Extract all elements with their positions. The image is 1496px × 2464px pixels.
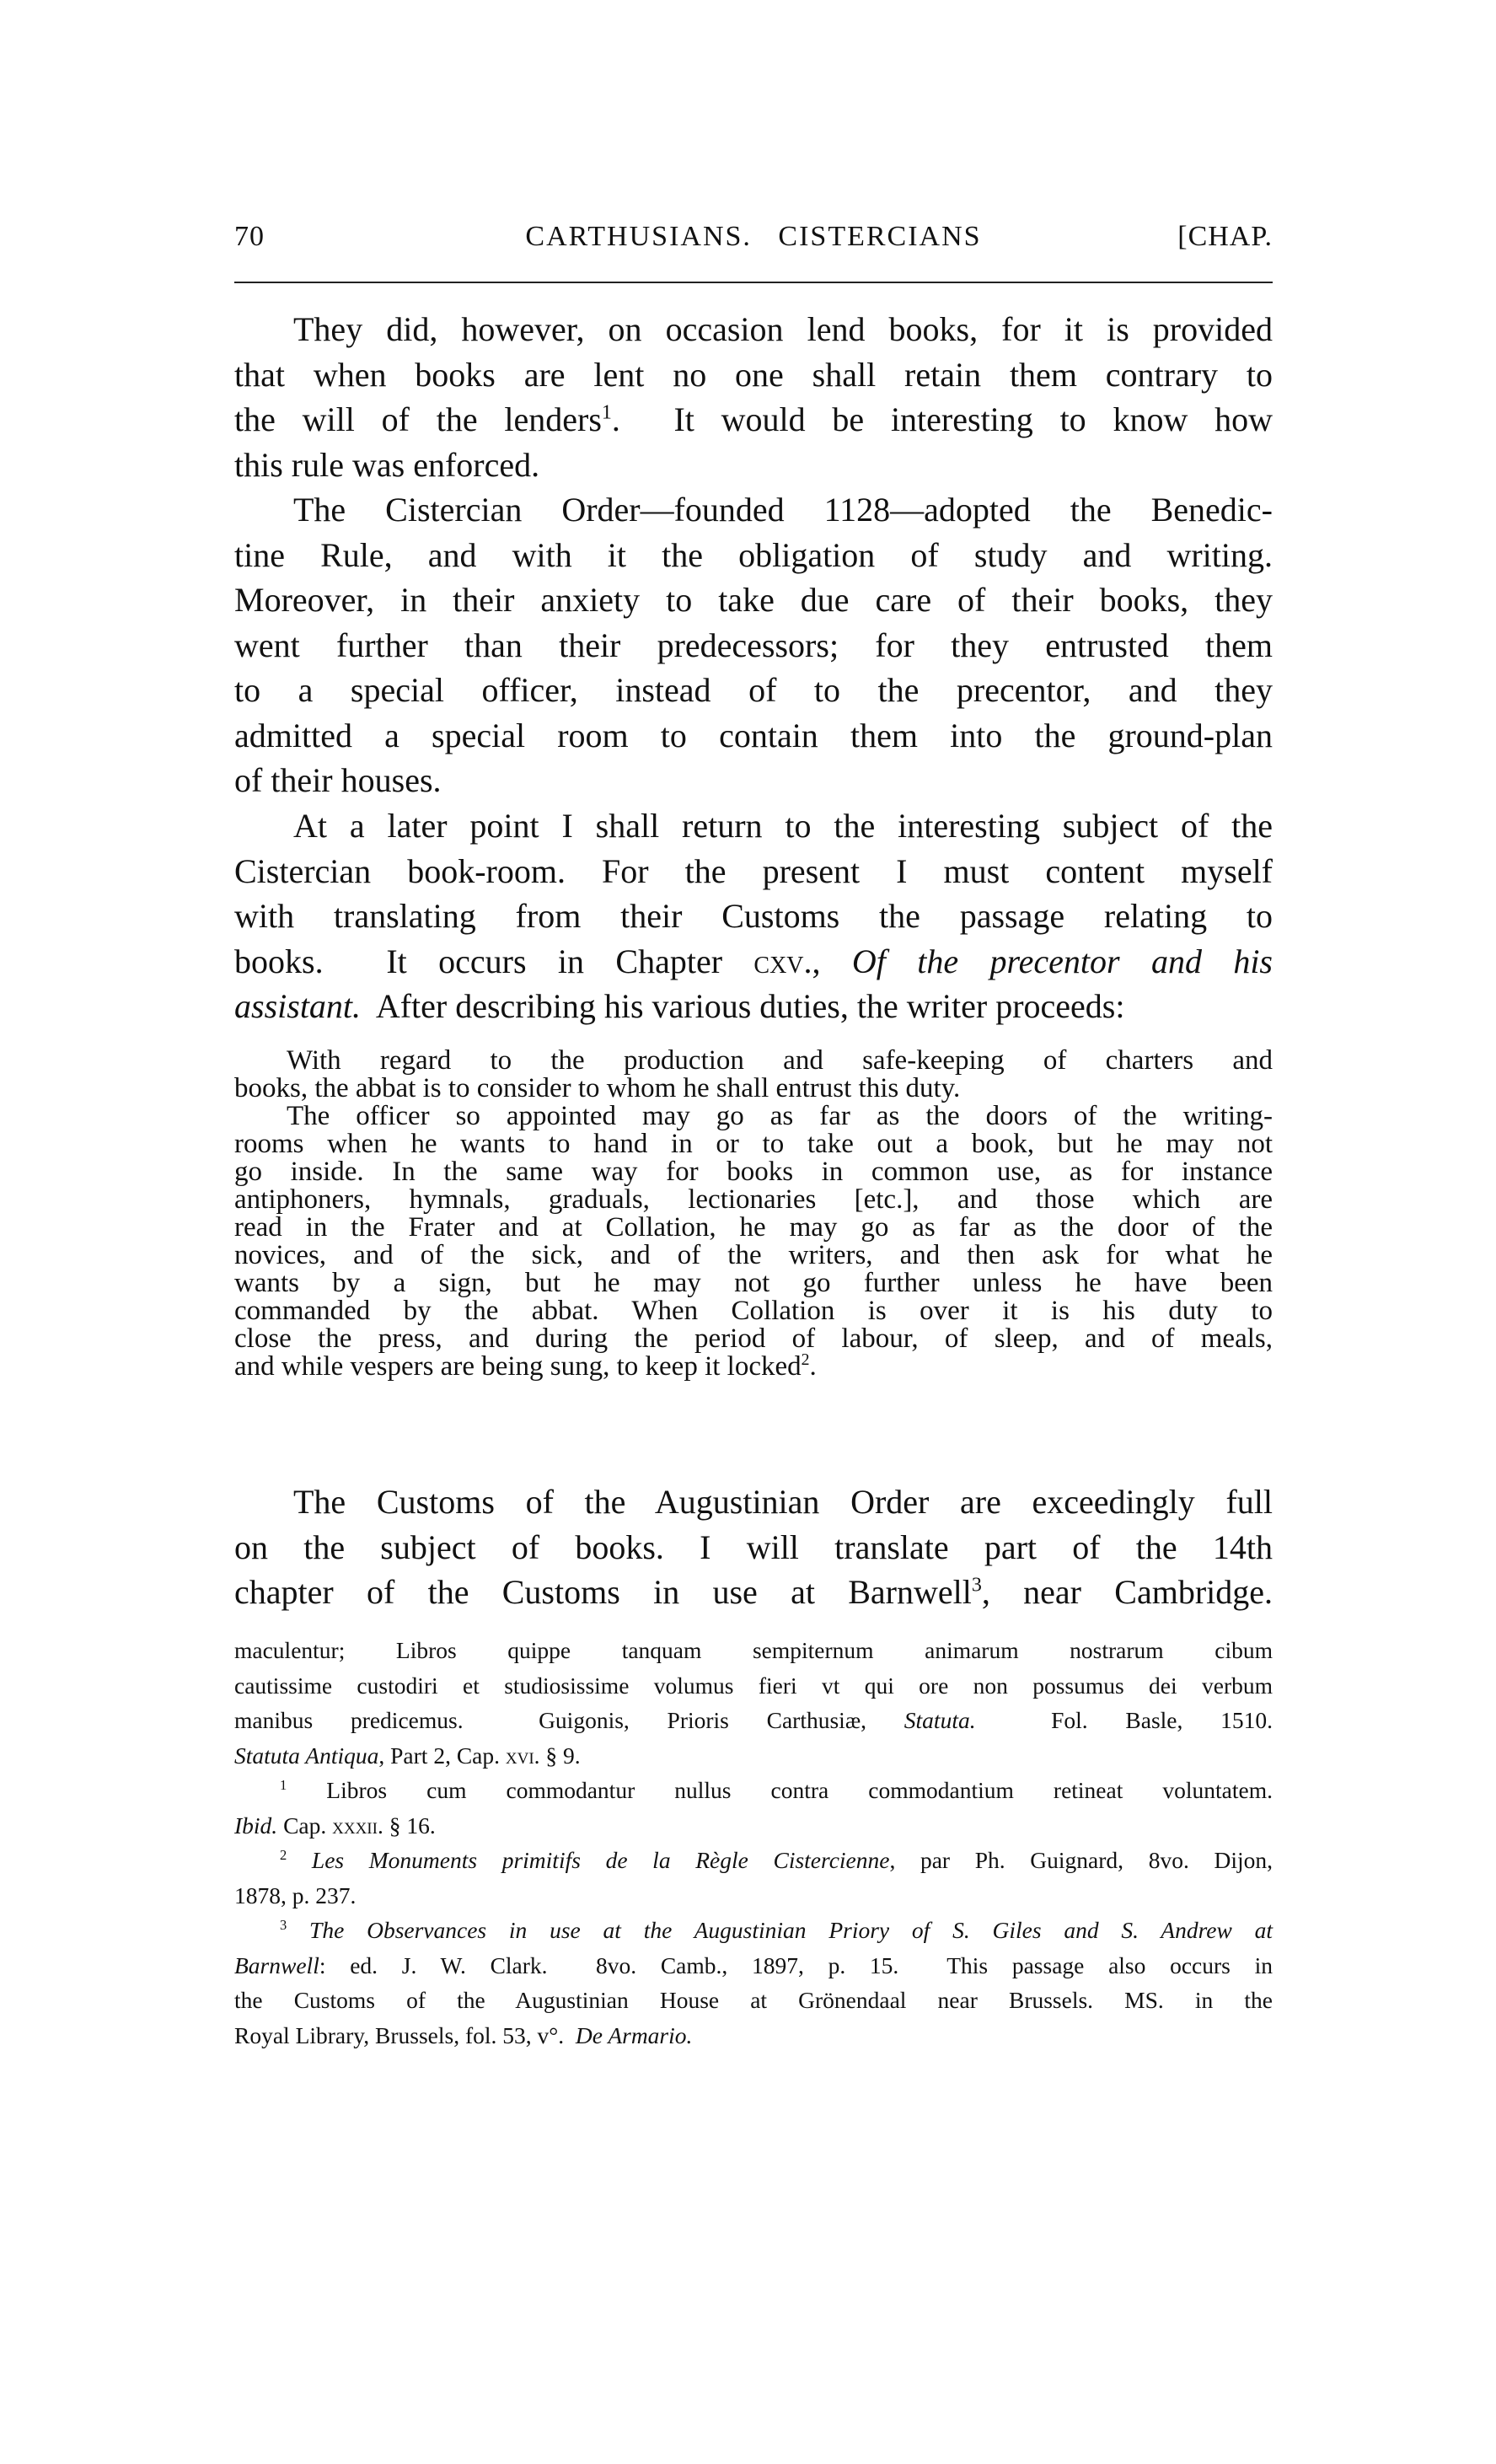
footnote-marker: 1 bbox=[280, 1777, 287, 1794]
text-span: , near Cambridge. bbox=[981, 1573, 1273, 1611]
text-line: this rule was enforced. bbox=[234, 445, 540, 484]
footnote-line bbox=[234, 1808, 1273, 1844]
footnote-line bbox=[234, 1948, 1273, 1984]
paragraph-4 bbox=[234, 1479, 1273, 1615]
text-span: chapter of the Customs in use at Barnwell bbox=[234, 1573, 972, 1611]
text-span: § 16. bbox=[383, 1812, 436, 1839]
block-quote bbox=[234, 1047, 1273, 1381]
citation-title: De Armario. bbox=[575, 2021, 693, 2048]
text-line: Cistercian book-room. For the present I must content myself bbox=[234, 851, 1273, 890]
text-span: , bbox=[812, 942, 852, 980]
footnote-line: 1878, p. 237. bbox=[234, 1882, 357, 1908]
footnote-ref-2[interactable]: 2 bbox=[801, 1350, 810, 1370]
footnote-line bbox=[234, 1703, 1273, 1738]
citation-title: Les Monuments primitifs de la Règle Cistercienne bbox=[287, 1847, 890, 1873]
text-line: of their houses. bbox=[234, 761, 442, 799]
citation-title: Ibid. bbox=[234, 1812, 278, 1839]
footnote-line: cautissime custodiri et studiosissime volumus fieri vt qui ore non possumus dei verbum bbox=[234, 1672, 1273, 1699]
text-line: The Customs of the Augustinian Order are exceedingly full bbox=[293, 1483, 1273, 1521]
footnote-2 bbox=[234, 1843, 1273, 1878]
quote-line: With regard to the production and safe-keeping of charters and bbox=[287, 1045, 1273, 1076]
chapter-ref: xvi. bbox=[505, 1742, 540, 1769]
text-line: went further than their predecessors; for they entrusted them bbox=[234, 625, 1273, 664]
text-line: on the subject of books. I will translate part of the 14th bbox=[234, 1527, 1273, 1566]
paragraph-2 bbox=[234, 487, 1273, 803]
text-span: After describing his various duties, the writer proceeds: bbox=[361, 987, 1125, 1025]
quote-line: read in the Frater and at Collation, he may go as far as the door of the bbox=[234, 1212, 1273, 1243]
quote-line: rooms when he wants to hand in or to take out a book, but he may not bbox=[234, 1129, 1273, 1159]
running-title: CARTHUSIANS. CISTERCIANS bbox=[525, 221, 982, 252]
quote-line: The officer so appointed may go as far as the doors of the writing- bbox=[287, 1101, 1273, 1131]
text-line: At a later point I shall return to the interesting subject of the bbox=[293, 807, 1273, 845]
paragraph-1 bbox=[234, 307, 1273, 487]
text-span: : ed. J. W. Clark. 8vo. Camb., 1897, p. 15. This passage also occurs in bbox=[319, 1951, 1273, 1978]
quote-line: novices, and of the sick, and of the writers, and then ask for what he bbox=[234, 1240, 1273, 1270]
text-line bbox=[234, 984, 1273, 1029]
citation-title: Barnwell bbox=[234, 1951, 319, 1978]
footnote-line bbox=[234, 1738, 1273, 1774]
text-span: . It would be interesting to know how bbox=[611, 400, 1273, 438]
chapter-mark: [CHAP. bbox=[1177, 221, 1273, 252]
text-span: Cap. bbox=[277, 1812, 333, 1839]
text-span: § 9. bbox=[539, 1742, 581, 1769]
footnotes bbox=[234, 1633, 1273, 2053]
text-line bbox=[234, 1570, 1273, 1615]
citation-title: The Observances in use at the Augustinian Priory of S. Giles and S. Andrew at bbox=[287, 1917, 1273, 1943]
text-span: manibus predicemus. Guigonis, Prioris Carthusiæ, bbox=[234, 1707, 904, 1733]
text-line: to a special officer, instead of to the precentor, and they bbox=[234, 671, 1273, 709]
page-number: 70 bbox=[234, 221, 265, 252]
text-span: . bbox=[809, 1351, 817, 1382]
paragraph-3 bbox=[234, 803, 1273, 1029]
footnote-line: maculentur; Libros quippe tanquam sempiternum animarum nostrarum cibum bbox=[234, 1637, 1273, 1663]
footnote-marker: 3 bbox=[280, 1917, 287, 1934]
text-line: Moreover, in their anxiety to take due care of their books, they bbox=[234, 581, 1273, 619]
quote-line: wants by a sign, but he may not go further unless he have been bbox=[234, 1268, 1273, 1298]
footnote-marker: 2 bbox=[280, 1847, 287, 1864]
quote-line: commanded by the abbat. When Collation is over it is his duty to bbox=[234, 1296, 1273, 1326]
footnote-ref-3[interactable]: 3 bbox=[971, 1574, 982, 1597]
text-span: the will of the lenders bbox=[234, 400, 602, 438]
footnote-3 bbox=[234, 1913, 1273, 1948]
chapter-title: Of the precentor and his bbox=[851, 942, 1273, 980]
text-span: Royal Library, Brussels, fol. 53, v°. bbox=[234, 2021, 576, 2048]
text-span: , par Ph. Guignard, 8vo. Dijon, bbox=[889, 1847, 1273, 1873]
text-line: with translating from their Customs the passage relating to bbox=[234, 897, 1273, 935]
citation-title: Statuta Antiqua bbox=[234, 1742, 379, 1769]
quote-line: antiphoners, hymnals, graduals, lectionaries [etc.], and those which are bbox=[234, 1184, 1273, 1215]
citation-title: Statuta. bbox=[903, 1707, 976, 1733]
footnote-line bbox=[234, 2018, 1273, 2053]
text-line: that when books are lent no one shall retain them contrary to bbox=[234, 355, 1273, 394]
text-span: and while vespers are being sung, to keep it locked bbox=[234, 1351, 802, 1382]
header-rule bbox=[234, 282, 1273, 283]
chapter-ref: xxxii. bbox=[332, 1812, 383, 1839]
text-line: They did, however, on occasion lend books, for it is provided bbox=[293, 310, 1273, 348]
text-line: The Cistercian Order—founded 1128—adopted the Benedic- bbox=[293, 491, 1273, 529]
footnote-line: the Customs of the Augustinian House at Grönendaal near Brussels. MS. in the bbox=[234, 1987, 1273, 2013]
chapter-title: assistant. bbox=[234, 987, 362, 1025]
footnote-ref-1[interactable]: 1 bbox=[601, 401, 612, 424]
text-line: tine Rule, and with it the obligation of study and writing. bbox=[234, 535, 1273, 574]
text-line bbox=[234, 397, 1273, 443]
quote-line bbox=[234, 1350, 1273, 1382]
text-line: admitted a special room to contain them into the ground-plan bbox=[234, 716, 1273, 754]
quote-line: go inside. In the same way for books in common use, as for instance bbox=[234, 1157, 1273, 1187]
text-span: , Part 2, Cap. bbox=[378, 1742, 506, 1769]
chapter-ref: cxv. bbox=[753, 942, 812, 980]
text-span: Fol. Basle, 1510. bbox=[975, 1707, 1273, 1733]
text-line bbox=[234, 939, 1273, 985]
quote-line: books, the abbat is to consider to whom he shall entrust this duty. bbox=[234, 1073, 961, 1103]
running-header bbox=[234, 221, 1273, 258]
quote-line: close the press, and during the period of labour, of sleep, and of meals, bbox=[234, 1323, 1273, 1354]
text-span: books. It occurs in Chapter bbox=[234, 942, 754, 980]
text-span: Libros cum commodantur nullus contra commodantium retineat voluntatem. bbox=[287, 1777, 1273, 1803]
footnote-1 bbox=[234, 1773, 1273, 1808]
